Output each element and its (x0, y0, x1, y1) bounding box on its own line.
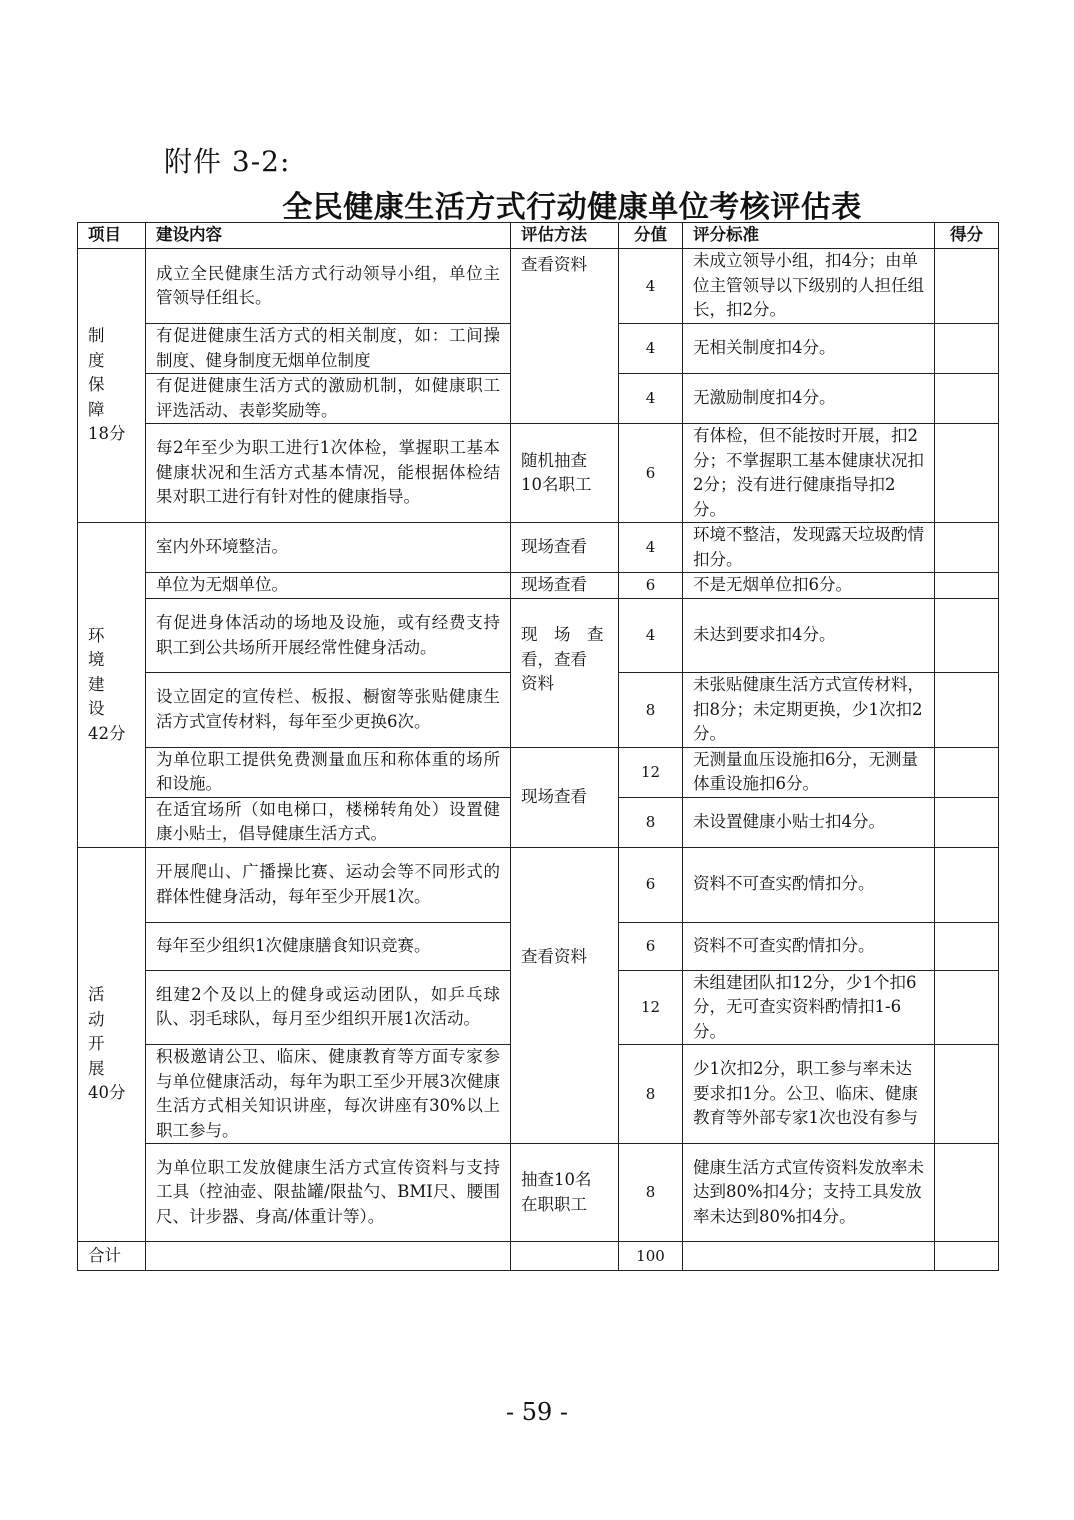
row-content: 有促进健康生活方式的激励机制，如健康职工评选活动、表彰奖励等。 (146, 374, 511, 424)
row-standard: 资料不可查实酌情扣分。 (683, 922, 935, 970)
row-points[interactable] (935, 324, 999, 374)
method-cell: 现场查看 (511, 523, 619, 573)
row-standard: 无激励制度扣4分。 (683, 374, 935, 424)
row-points[interactable] (935, 970, 999, 1045)
method-cell: 查看资料 (511, 847, 619, 1144)
row-score: 4 (619, 523, 683, 573)
header-score: 分值 (619, 223, 683, 249)
row-content: 成立全民健康生活方式行动领导小组，单位主管领导任组长。 (146, 249, 511, 324)
row-points[interactable] (935, 673, 999, 748)
row-points[interactable] (935, 747, 999, 797)
header-content: 建设内容 (146, 223, 511, 249)
header-method: 评估方法 (511, 223, 619, 249)
table-row (78, 599, 999, 673)
row-score: 8 (619, 797, 683, 847)
method-cell: 抽查10名 在职职工 (511, 1144, 619, 1242)
row-score: 4 (619, 599, 683, 673)
row-points[interactable] (935, 599, 999, 673)
row-points[interactable] (935, 797, 999, 847)
row-content: 有促进身体活动的场地及设施，或有经费支持职工到公共场所开展经常性健身活动。 (146, 599, 511, 673)
row-standard: 未张贴健康生活方式宣传材料，扣8分；未定期更换，少1次扣2分。 (683, 673, 935, 748)
total-score: 100 (619, 1242, 683, 1271)
row-score: 4 (619, 374, 683, 424)
total-row (78, 1242, 999, 1271)
row-standard: 少1次扣2分，职工参与率未达要求扣1分。公卫、临床、健康教育等外部专家1次也没有参与 (683, 1045, 935, 1144)
table-row (78, 1144, 999, 1242)
row-score: 8 (619, 673, 683, 748)
method-cell: 随机抽查 10名职工 (511, 424, 619, 523)
category-huanjing: 环 境 建 设 42分 (78, 523, 146, 848)
row-score: 4 (619, 324, 683, 374)
header-standard: 评分标准 (683, 223, 935, 249)
row-content: 开展爬山、广播操比赛、运动会等不同形式的群体性健身活动，每年至少开展1次。 (146, 847, 511, 922)
row-standard: 未设置健康小贴士扣4分。 (683, 797, 935, 847)
category-zhidu: 制 度 保 障 18分 (78, 249, 146, 523)
method-cell: 现 场 查 看，查看 资料 (511, 599, 619, 748)
method-cell: 现场查看 (511, 747, 619, 847)
row-points[interactable] (935, 1045, 999, 1144)
page-number: - 59 - (505, 1398, 568, 1426)
attachment-label: 附件 3-2: (164, 145, 291, 178)
row-points[interactable] (935, 922, 999, 970)
row-score: 8 (619, 1144, 683, 1242)
row-content: 每年至少组织1次健康膳食知识竞赛。 (146, 922, 511, 970)
row-content: 在适宜场所（如电梯口，楼梯转角处）设置健康小贴士，倡导健康生活方式。 (146, 797, 511, 847)
row-points[interactable] (935, 573, 999, 599)
row-score: 12 (619, 747, 683, 797)
row-standard: 环境不整洁，发现露天垃圾酌情扣分。 (683, 523, 935, 573)
row-points[interactable] (935, 523, 999, 573)
total-points[interactable] (935, 1242, 999, 1271)
method-cell: 现场查看 (511, 573, 619, 599)
assessment-table (77, 222, 999, 1271)
row-standard: 有体检，但不能按时开展，扣2分；不掌握职工基本健康状况扣2分；没有进行健康指导扣2分。 (683, 424, 935, 523)
row-points[interactable] (935, 847, 999, 922)
row-content: 组建2个及以上的健身或运动团队，如乒乓球队、羽毛球队，每月至少组织开展1次活动。 (146, 970, 511, 1045)
row-content: 为单位职工提供免费测量血压和称体重的场所和设施。 (146, 747, 511, 797)
row-content: 有促进健康生活方式的相关制度，如：工间操制度、健身制度无烟单位制度 (146, 324, 511, 374)
row-content: 每2年至少为职工进行1次体检，掌握职工基本健康状况和生活方式基本情况，能根据体检结果对职工进行有针对性的健康指导。 (146, 424, 511, 523)
table-row (78, 847, 999, 922)
table-row (78, 573, 999, 599)
header-item: 项目 (78, 223, 146, 249)
row-score: 6 (619, 424, 683, 523)
row-points[interactable] (935, 424, 999, 523)
row-content: 为单位职工发放健康生活方式宣传资料与支持工具（控油壶、限盐罐/限盐勺、BMI尺、腰围尺、计步器、身高/体重计等）。 (146, 1144, 511, 1242)
category-huodong: 活 动 开 展 40分 (78, 847, 146, 1242)
table-row (78, 249, 999, 324)
row-points[interactable] (935, 249, 999, 324)
row-standard: 未达到要求扣4分。 (683, 599, 935, 673)
total-content (146, 1242, 511, 1271)
row-standard: 未组建团队扣12分，少1个扣6分，无可查实资料酌情扣1-6分。 (683, 970, 935, 1045)
table-row (78, 523, 999, 573)
row-standard: 无相关制度扣4分。 (683, 324, 935, 374)
total-label: 合计 (78, 1242, 146, 1271)
row-standard: 健康生活方式宣传资料发放率未达到80%扣4分；支持工具发放率未达到80%扣4分。 (683, 1144, 935, 1242)
row-standard: 未成立领导小组，扣4分；由单位主管领导以下级别的人担任组长，扣2分。 (683, 249, 935, 324)
row-standard: 不是无烟单位扣6分。 (683, 573, 935, 599)
header-points: 得分 (935, 223, 999, 249)
method-cell: 查看资料 (511, 249, 619, 424)
row-content: 单位为无烟单位。 (146, 573, 511, 599)
table-header-row (78, 223, 999, 249)
table-row (78, 424, 999, 523)
total-standard (683, 1242, 935, 1271)
table-row (78, 747, 999, 797)
row-score: 6 (619, 847, 683, 922)
row-score: 12 (619, 970, 683, 1045)
row-standard: 资料不可查实酌情扣分。 (683, 847, 935, 922)
total-method (511, 1242, 619, 1271)
row-content: 设立固定的宣传栏、板报、橱窗等张贴健康生活方式宣传材料，每年至少更换6次。 (146, 673, 511, 748)
row-score: 8 (619, 1045, 683, 1144)
page-title: 全民健康生活方式行动健康单位考核评估表 (282, 190, 862, 225)
row-score: 4 (619, 249, 683, 324)
row-content: 室内外环境整洁。 (146, 523, 511, 573)
row-score: 6 (619, 573, 683, 599)
row-score: 6 (619, 922, 683, 970)
row-points[interactable] (935, 374, 999, 424)
row-standard: 无测量血压设施扣6分，无测量体重设施扣6分。 (683, 747, 935, 797)
row-points[interactable] (935, 1144, 999, 1242)
row-content: 积极邀请公卫、临床、健康教育等方面专家参与单位健康活动，每年为职工至少开展3次健康生活方式相关知识讲座，每次讲座有30%以上职工参与。 (146, 1045, 511, 1144)
